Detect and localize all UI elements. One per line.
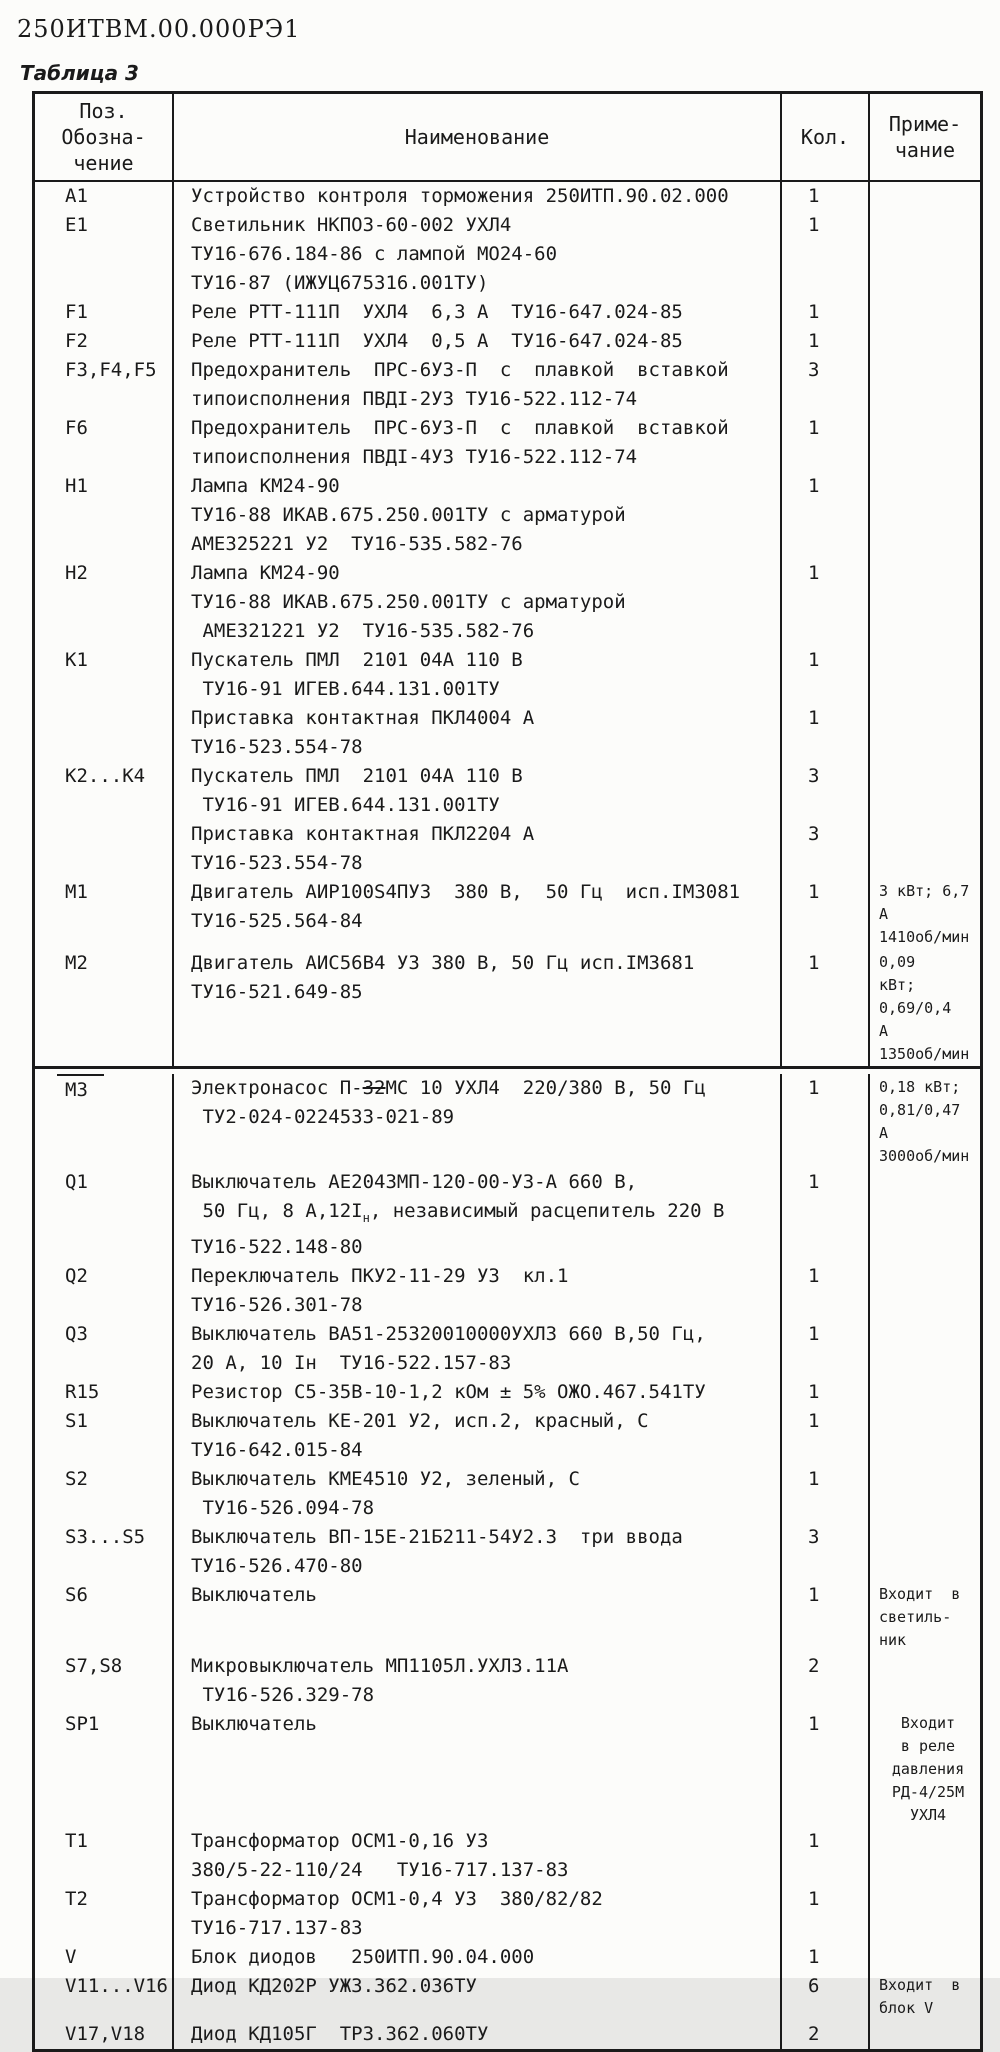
header-qty xyxy=(782,94,870,180)
text-line: Диод КД105Г ТР3.362.060ТУ xyxy=(191,2022,489,2045)
table-row xyxy=(35,1465,980,1523)
cell-name xyxy=(174,356,782,414)
text-line: ТУ16-526.470-80 xyxy=(191,1554,363,1577)
cell-name xyxy=(174,820,782,878)
text-line: светиль- xyxy=(879,1607,952,1626)
text-line: 0,18 кВт; xyxy=(879,1078,961,1096)
table-row xyxy=(35,1710,980,1827)
text-line: Двигатель АИР100S4ПУ3 380 В, 50 Гц исп.IМ3081 xyxy=(191,881,741,903)
text-line: типоисполнения ПВДI-2У3 ТУ16-522.112-74 xyxy=(191,388,638,410)
text-line: 1 xyxy=(808,185,820,207)
text-line: 1 xyxy=(808,214,820,236)
text-line: типоисполнения ПВДI-4У3 ТУ16-522.112-74 xyxy=(191,446,638,468)
table-row xyxy=(35,2020,980,2049)
cell-pos-designation xyxy=(35,211,174,298)
text-line: ТУ16-525.564-84 xyxy=(191,910,363,932)
cell-name xyxy=(174,1827,782,1885)
cell-note xyxy=(870,1827,980,1885)
pos-designation: Q1 xyxy=(65,1171,88,1193)
cell-pos-designation xyxy=(35,327,174,356)
text-line: ТУ16-523.554-78 xyxy=(191,852,363,874)
cell-note xyxy=(870,949,980,1066)
table-row xyxy=(35,820,980,878)
text-line: АМЕ321221 У2 ТУ16-535.582-76 xyxy=(191,620,535,642)
text-line: Диод КД202Р УЖ3.362.036ТУ xyxy=(191,1974,477,1997)
text-line: ТУ16-521.649-85 xyxy=(191,981,363,1003)
table-header xyxy=(35,94,980,182)
cell-pos-designation xyxy=(35,1972,174,2020)
text-line: Светильник НКПО3-60-002 УХЛ4 xyxy=(191,214,512,236)
table-row xyxy=(35,1378,980,1407)
cell-qty xyxy=(782,559,870,646)
cell-note xyxy=(870,1581,980,1652)
table-row xyxy=(35,1074,980,1168)
text-line: 1 xyxy=(808,475,820,497)
header-text: чение xyxy=(73,151,134,175)
text-line: 1 xyxy=(808,1171,820,1193)
text-line: Устройство контроля торможения 250ИТП.90.02.000 xyxy=(191,185,729,207)
cell-qty xyxy=(782,327,870,356)
text-line: ТУ16-717.137-83 xyxy=(191,1916,363,1939)
text-line: Переключатель ПКУ2-11-29 У3 кл.1 xyxy=(191,1264,569,1287)
text-line: 0,69/0,4 А xyxy=(879,999,979,1040)
cell-pos-designation xyxy=(35,1943,174,1972)
cell-qty xyxy=(782,182,870,211)
cell-name xyxy=(174,1943,782,1972)
text-line: ТУ16-526.301-78 xyxy=(191,1293,363,1316)
cell-qty xyxy=(782,1972,870,2020)
cell-pos-designation xyxy=(35,762,174,820)
pos-designation: H2 xyxy=(65,562,88,584)
table-row xyxy=(35,1972,980,2020)
cell-pos-designation xyxy=(35,2020,174,2049)
text-line: ТУ16-642.015-84 xyxy=(191,1438,363,1461)
text-line: 3 xyxy=(808,1525,820,1548)
cell-name xyxy=(174,1581,782,1652)
cell-qty xyxy=(782,949,870,1066)
cell-name xyxy=(174,646,782,704)
table-row xyxy=(35,762,980,820)
cell-name xyxy=(174,1465,782,1523)
pos-designation: A1 xyxy=(65,185,88,207)
cell-qty xyxy=(782,1074,870,1168)
cell-name xyxy=(174,472,782,559)
cell-pos-designation xyxy=(35,356,174,414)
table-row xyxy=(35,414,980,472)
cell-qty xyxy=(782,1378,870,1407)
pos-designation: V17,V18 xyxy=(65,2022,146,2045)
text-line: 3 xyxy=(808,823,820,845)
cell-qty xyxy=(782,1168,870,1262)
cell-name xyxy=(174,1972,782,2020)
table-row xyxy=(35,182,980,211)
table-row xyxy=(35,1168,980,1262)
cell-name xyxy=(174,559,782,646)
cell-pos-designation xyxy=(35,1262,174,1320)
cell-qty xyxy=(782,878,870,949)
cell-qty xyxy=(782,298,870,327)
cell-note xyxy=(870,472,980,559)
cell-note xyxy=(870,211,980,298)
text-line: ТУ16-522.148-80 xyxy=(191,1235,363,1258)
pos-designation: V xyxy=(65,1945,77,1968)
text-line: 1 xyxy=(808,330,820,352)
pos-designation: H1 xyxy=(65,475,88,497)
cell-qty xyxy=(782,414,870,472)
pos-designation: S6 xyxy=(65,1583,88,1606)
cell-pos-designation xyxy=(35,1581,174,1652)
text-line: Двигатель АИС56В4 У3 380 В, 50 Гц исп.IМ3681 xyxy=(191,952,695,974)
text-line: 3000об/мин xyxy=(879,1147,970,1165)
pos-designation: K1 xyxy=(65,649,88,671)
cell-qty xyxy=(782,704,870,762)
text-line: 0,81/0,47 А xyxy=(879,1101,970,1142)
text-line: Трансформатор ОСМ1-0,4 У3 380/82/82 xyxy=(191,1887,603,1910)
table-row xyxy=(35,949,980,1066)
cell-note xyxy=(870,1320,980,1378)
cell-name xyxy=(174,1885,782,1943)
text-line: 1 xyxy=(808,1467,820,1490)
cell-qty xyxy=(782,1523,870,1581)
pos-designation: S3...S5 xyxy=(65,1525,146,1548)
text-line: 1 xyxy=(808,707,820,729)
cell-pos-designation xyxy=(35,1885,174,1943)
cell-name xyxy=(174,704,782,762)
pos-designation: SP1 xyxy=(65,1712,100,1735)
cell-note xyxy=(870,1885,980,1943)
text-line: 1 xyxy=(808,1380,820,1403)
cell-note xyxy=(870,1943,980,1972)
cell-name xyxy=(174,1168,782,1262)
cell-note xyxy=(870,704,980,762)
cell-note xyxy=(870,762,980,820)
cell-note xyxy=(870,1262,980,1320)
cell-qty xyxy=(782,2020,870,2049)
text-line: ТУ16-523.554-78 xyxy=(191,736,363,758)
pos-designation: Q3 xyxy=(65,1322,88,1345)
cell-name xyxy=(174,298,782,327)
text-line: Приставка контактная ПКЛ2204 А xyxy=(191,823,535,845)
text-line: ТУ16-88 ИКАВ.675.250.001ТУ с арматурой xyxy=(191,591,626,613)
text-line: 2 xyxy=(808,1654,820,1677)
text-line: ник xyxy=(879,1630,907,1649)
cell-name xyxy=(174,182,782,211)
text-line: 50 Гц, 8 $А,12I_н$, независимый расцепитель 220 В xyxy=(191,1200,725,1225)
text-line: Предохранитель ПРС-6У3-П с плавкой вставкой xyxy=(191,359,729,381)
cell-note xyxy=(870,559,980,646)
table-row xyxy=(35,1827,980,1885)
cell-qty xyxy=(782,1465,870,1523)
cell-note xyxy=(870,1168,980,1262)
cell-pos-designation xyxy=(35,472,174,559)
cell-pos-designation xyxy=(35,1652,174,1710)
cell-pos-designation xyxy=(35,414,174,472)
text-line: 2 xyxy=(808,2022,820,2045)
cell-pos-designation xyxy=(35,1710,174,1827)
text-line: Пускатель ПМЛ 2101 04А 110 В xyxy=(191,765,523,787)
text-line: Выключатель КМЕ4510 У2, зеленый, С xyxy=(191,1467,580,1490)
text-line: Реле РТТ-111П УХЛ4 0,5 А ТУ16-647.024-85 xyxy=(191,330,683,352)
pos-designation: S7,S8 xyxy=(65,1654,123,1677)
table-row xyxy=(35,1581,980,1652)
text-line: Выключатель КЕ-201 У2, исп.2, красный, С xyxy=(191,1409,649,1432)
cell-note xyxy=(870,1710,980,1827)
text-line: 20 А, 10 Iн ТУ16-522.157-83 xyxy=(191,1351,512,1374)
table-row xyxy=(35,1523,980,1581)
text-line: Выключатель АЕ2043МП-120-00-У3-А 660 В, xyxy=(191,1171,638,1193)
cell-pos-designation xyxy=(35,1827,174,1885)
text-line: 1 xyxy=(808,1945,820,1968)
text-line: Блок диодов 250ИТП.90.04.000 xyxy=(191,1945,535,1968)
pos-designation: F2 xyxy=(65,330,88,352)
text-line: Микровыключатель МП1105Л.УХЛ3.11А xyxy=(191,1654,569,1677)
text-line: 1 xyxy=(808,952,820,974)
pos-designation: S1 xyxy=(65,1409,88,1432)
text-line: 1 xyxy=(808,1077,820,1099)
cell-qty xyxy=(782,1652,870,1710)
cell-name xyxy=(174,327,782,356)
document-code: 250ИТВМ.00.000РЭ1 xyxy=(17,15,301,43)
text-line: Выключатель xyxy=(191,1712,317,1735)
cell-pos-designation xyxy=(35,820,174,878)
cell-qty xyxy=(782,762,870,820)
cell-note xyxy=(870,1972,980,2020)
cell-note xyxy=(870,1652,980,1710)
pos-designation: F6 xyxy=(65,417,88,439)
header-text: Наименование xyxy=(404,125,550,149)
table-row xyxy=(35,356,980,414)
text-line: 1 xyxy=(808,417,820,439)
page-break-line xyxy=(35,1066,980,1074)
text-line: ТУ16-87 (ИЖУЦ675316.001ТУ) xyxy=(191,272,489,294)
cell-pos-designation xyxy=(35,1074,174,1168)
header-text: Кол. xyxy=(800,125,850,149)
text-line: 1 xyxy=(808,1322,820,1345)
header-text: Обозна- xyxy=(61,125,146,149)
text-line: ТУ16-88 ИКАВ.675.250.001ТУ с арматурой xyxy=(191,504,626,526)
pos-designation: M2 xyxy=(65,952,88,974)
cell-qty xyxy=(782,211,870,298)
cell-note xyxy=(870,1523,980,1581)
text-line: 6 xyxy=(808,1974,820,1997)
text-line: ТУ16-526.094-78 xyxy=(191,1496,375,1519)
cell-name xyxy=(174,1407,782,1465)
cell-note xyxy=(870,2020,980,2049)
table-row xyxy=(35,298,980,327)
text-line: Пускатель ПМЛ 2101 04А 110 В xyxy=(191,649,523,671)
text-line: Выключатель ВП-15Е-21Б211-54У2.3 три ввода xyxy=(191,1525,683,1548)
table-body xyxy=(35,182,980,2049)
pos-designation: K2...K4 xyxy=(65,765,146,787)
cell-note xyxy=(870,182,980,211)
cell-name xyxy=(174,211,782,298)
cell-pos-designation xyxy=(35,559,174,646)
pos-designation: F3,F4,F5 xyxy=(65,359,157,381)
cell-name xyxy=(174,1710,782,1827)
cell-pos-designation xyxy=(35,298,174,327)
pos-designation: S2 xyxy=(65,1467,88,1490)
text-line: Лампа КМ24-90 xyxy=(191,475,340,497)
cell-qty xyxy=(782,646,870,704)
cell-pos-designation xyxy=(35,646,174,704)
cell-note xyxy=(870,878,980,949)
text-line: ТУ2-024-0224533-021-89 xyxy=(191,1106,455,1128)
cell-name xyxy=(174,762,782,820)
pos-designation: V11...V16 xyxy=(65,1974,168,1997)
cell-qty xyxy=(782,1943,870,1972)
header-pos-designation xyxy=(35,94,174,180)
text-line: 1410об/мин xyxy=(879,928,970,946)
text-line: 0,09 кВт; xyxy=(879,953,952,994)
text-line: ТУ16-91 ИГЕВ.644.131.001ТУ xyxy=(191,678,500,700)
text-line: Трансформатор ОСМ1-0,16 У3 xyxy=(191,1829,489,1852)
parts-table xyxy=(32,91,983,2052)
cell-qty xyxy=(782,820,870,878)
table-row xyxy=(35,1885,980,1943)
header-text: чание xyxy=(894,138,956,162)
table-row xyxy=(35,1407,980,1465)
header-name xyxy=(174,94,782,180)
text-line: ТУ16-526.329-78 xyxy=(191,1683,375,1706)
text-line: 1 xyxy=(808,1712,820,1735)
text-line: 1 xyxy=(808,1829,820,1852)
pos-designation: R15 xyxy=(65,1380,100,1403)
cell-pos-designation xyxy=(35,182,174,211)
cell-name xyxy=(174,1074,782,1168)
cell-pos-designation xyxy=(35,704,174,762)
text-line: Входит xyxy=(900,1713,956,1732)
cell-name xyxy=(174,1320,782,1378)
cell-name xyxy=(174,1262,782,1320)
cell-pos-designation xyxy=(35,878,174,949)
cell-pos-designation xyxy=(35,1523,174,1581)
table-row xyxy=(35,1943,980,1972)
header-text: Поз. xyxy=(79,99,128,123)
cell-name xyxy=(174,414,782,472)
cell-note xyxy=(870,1465,980,1523)
text-line: 380/5-22-110/24 ТУ16-717.137-83 xyxy=(191,1858,569,1881)
text-line: Реле РТТ-111П УХЛ4 6,3 А ТУ16-647.024-85 xyxy=(191,301,683,323)
cell-pos-designation xyxy=(35,1320,174,1378)
text-line: Входит в xyxy=(879,1975,961,1994)
cell-note xyxy=(870,1074,980,1168)
text-line: давления xyxy=(891,1759,965,1778)
text-line: 3 кВт; 6,7 А xyxy=(879,882,979,923)
cell-pos-designation xyxy=(35,1407,174,1465)
table-row xyxy=(35,878,980,949)
cell-pos-designation xyxy=(35,949,174,1066)
cell-note xyxy=(870,298,980,327)
pos-designation: F1 xyxy=(65,301,88,323)
text-line: АМЕ325221 У2 ТУ16-535.582-76 xyxy=(191,533,523,555)
text-line: ТУ16-91 ИГЕВ.644.131.001ТУ xyxy=(191,794,500,816)
cell-note xyxy=(870,414,980,472)
table-row xyxy=(35,559,980,646)
cell-qty xyxy=(782,1262,870,1320)
text-line: блок V xyxy=(879,1998,934,2017)
cell-pos-designation xyxy=(35,1168,174,1262)
text-line: РД-4/25М xyxy=(891,1782,965,1801)
text-line: Лампа КМ24-90 xyxy=(191,562,340,584)
table-row xyxy=(35,1320,980,1378)
cell-pos-designation xyxy=(35,1465,174,1523)
pos-designation: T2 xyxy=(65,1887,88,1910)
table-row xyxy=(35,211,980,298)
text-line: 1 xyxy=(808,1887,820,1910)
table-row xyxy=(35,704,980,762)
pos-designation: M3 xyxy=(57,1074,104,1105)
header-note xyxy=(870,94,980,180)
text-line: УХЛ4 xyxy=(909,1805,947,1824)
cell-qty xyxy=(782,1827,870,1885)
cell-note xyxy=(870,327,980,356)
text-line: Электронасос П-32МС 10 УХЛ4 220/380 В, 50 Гц xyxy=(191,1077,706,1099)
text-line: 1350об/мин xyxy=(879,1045,970,1063)
text-line: 3 xyxy=(808,359,820,381)
text-line: 1 xyxy=(808,649,820,671)
pos-designation: M1 xyxy=(65,881,88,903)
pos-designation: Q2 xyxy=(65,1264,88,1287)
header-text: Приме- xyxy=(888,112,962,136)
cell-qty xyxy=(782,1581,870,1652)
cell-name xyxy=(174,1523,782,1581)
text-line: Предохранитель ПРС-6У3-П с плавкой вставкой xyxy=(191,417,729,439)
pos-designation: T1 xyxy=(65,1829,88,1852)
text-line: 1 xyxy=(808,562,820,584)
cell-qty xyxy=(782,1885,870,1943)
table-row xyxy=(35,1652,980,1710)
text-line: 1 xyxy=(808,1583,820,1606)
cell-name xyxy=(174,949,782,1066)
text-line: 1 xyxy=(808,881,820,903)
text-line: Выключатель xyxy=(191,1583,317,1606)
cell-name xyxy=(174,2020,782,2049)
cell-qty xyxy=(782,1710,870,1827)
table-row xyxy=(35,646,980,704)
text-line: Резистор С5-35В-10-1,2 кОм ± 5% ОЖО.467.541ТУ xyxy=(191,1380,706,1403)
pos-designation: E1 xyxy=(65,214,88,236)
text-line: 1 xyxy=(808,1264,820,1287)
cell-note xyxy=(870,820,980,878)
text-line: Входит в xyxy=(879,1584,961,1603)
cell-name xyxy=(174,1378,782,1407)
text-line: 3 xyxy=(808,765,820,787)
cell-note xyxy=(870,646,980,704)
cell-note xyxy=(870,356,980,414)
cell-qty xyxy=(782,1320,870,1378)
text-line: Выключатель ВА51-25320010000УХЛ3 660 В,50 Гц, xyxy=(191,1322,706,1345)
table-caption: Таблица 3 xyxy=(20,61,139,85)
text-line: в реле xyxy=(900,1736,956,1755)
table-row xyxy=(35,472,980,559)
cell-name xyxy=(174,878,782,949)
table-row xyxy=(35,1262,980,1320)
text-line: 1 xyxy=(808,1409,820,1432)
cell-pos-designation xyxy=(35,1378,174,1407)
text-line: Приставка контактная ПКЛ4004 А xyxy=(191,707,535,729)
cell-note xyxy=(870,1378,980,1407)
text-line: 1 xyxy=(808,301,820,323)
text-line: ТУ16-676.184-86 с лампой МО24-60 xyxy=(191,243,558,265)
cell-note xyxy=(870,1407,980,1465)
table-row xyxy=(35,327,980,356)
cell-qty xyxy=(782,356,870,414)
cell-qty xyxy=(782,472,870,559)
cell-name xyxy=(174,1652,782,1710)
cell-qty xyxy=(782,1407,870,1465)
